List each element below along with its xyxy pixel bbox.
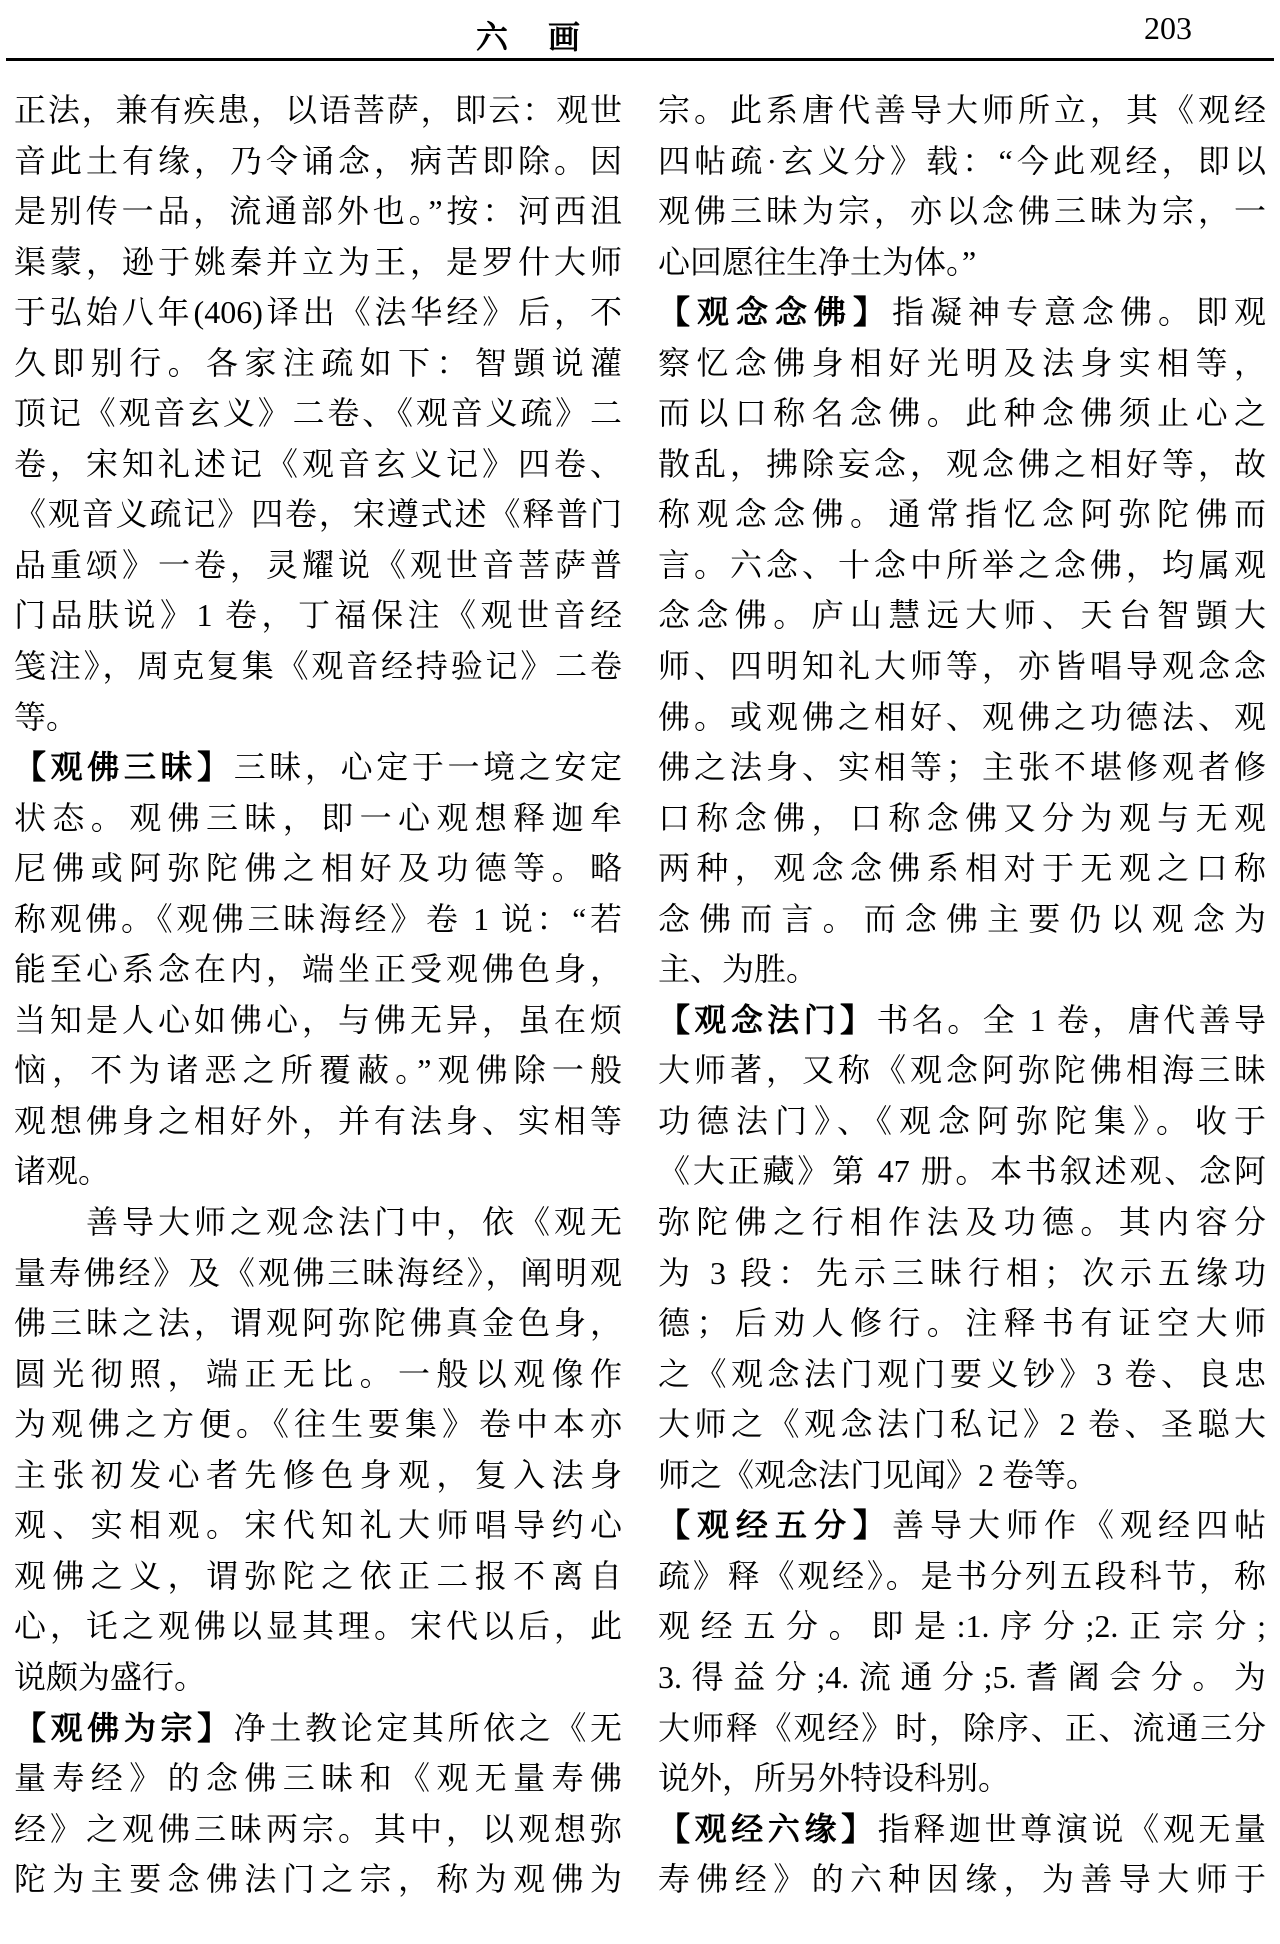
text-line: 《观音义疏记》四卷，宋遵式述《释普门 — [14, 496, 622, 533]
text-line: 于弘始八年(406)译出《法华经》后，不 — [14, 294, 622, 331]
entry-headword: 【观佛三昧】 — [14, 749, 234, 786]
text-line: 察忆念佛身相好光明及法身实相等， — [658, 344, 1266, 381]
text-line: 圆光彻照，端正无比。一般以观像作 — [14, 1355, 622, 1392]
text-line: 口称念佛，口称念佛又分为观与无观 — [658, 799, 1266, 836]
text-line: 观经五分。即是:1.序分;2.正宗分; — [658, 1608, 1266, 1645]
text-line: 心，讬之观佛以显其理。宋代以后，此 — [14, 1608, 622, 1645]
entry-paragraph — [658, 1804, 1266, 1905]
text-line: 观佛三昧为宗，亦以念佛三昧为宗，一 — [658, 193, 1266, 230]
section-title: 六 画 — [475, 19, 584, 55]
text-line: 门品肤说》1 卷，丁福保注《观世音经 — [14, 597, 622, 634]
text-line: 【观经六缘】指释迦世尊演说《观无量 — [658, 1810, 1266, 1847]
text-line: 陀为主要念佛法门之宗，称为观佛为 — [14, 1861, 622, 1898]
text-line: 能至心系念在内，端坐正受观佛色身， — [14, 951, 622, 988]
entry-paragraph — [658, 995, 1266, 1500]
text-line: 笺注》，周克复集《观音经持验记》二卷 — [14, 648, 622, 685]
text-line: 【观念法门】书名。全 1 卷，唐代善导 — [658, 1001, 1266, 1038]
page-header — [0, 0, 1280, 58]
continuation-paragraph — [14, 85, 622, 742]
text-line: 两种，观念念佛系相对于无观之口称 — [658, 850, 1266, 887]
text-line: 佛三昧之法，谓观阿弥陀佛真金色身， — [14, 1305, 622, 1342]
text-line: 而以口称名念佛。此种念佛须止心之 — [658, 395, 1266, 432]
text-line: 念佛而言。而念佛主要仍以观念为 — [658, 900, 1266, 937]
text-line: 之《观念法门观门要义钞》3 卷、良忠 — [658, 1355, 1266, 1392]
text-line: 说颇为盛行。 — [14, 1658, 207, 1695]
text-line: 大师著，又称《观念阿弥陀佛相海三昧 — [658, 1052, 1266, 1089]
text-line: 师、四明知礼大师等，亦皆唱导观念念 — [658, 648, 1266, 685]
text-line: 【观佛三昧】三昧，心定于一境之安定 — [14, 749, 622, 786]
text-line: 功德法门》、《观念阿弥陀集》。收于 — [658, 1102, 1266, 1139]
text-line: 佛。或观佛之相好、观佛之功德法、观 — [658, 698, 1266, 735]
text-line: 量寿佛经》及《观佛三昧海经》，阐明观 — [14, 1254, 622, 1291]
text-line: 久即别行。各家注疏如下：智顗说灌 — [14, 344, 622, 381]
page-columns — [0, 61, 1280, 1905]
text-line: 四帖疏·玄义分》载：“今此观经，即以 — [658, 142, 1266, 179]
text-line: 恼，不为诸恶之所覆蔽。”观佛除一般 — [14, 1052, 622, 1089]
text-line: 【观经五分】善导大师作《观经四帖 — [658, 1507, 1266, 1544]
text-line: 散乱，拂除妄念，观念佛之相好等，故 — [658, 445, 1266, 482]
entry-headword: 【观佛为宗】 — [14, 1709, 234, 1746]
text-line: 疏》释《观经》。是书分列五段科节，称 — [658, 1557, 1266, 1594]
text-line: 《大正藏》第 47 册。本书叙述观、念阿 — [658, 1153, 1266, 1190]
text-line: 音此土有缘，乃令诵念，病苦即除。因 — [14, 142, 622, 179]
text-line: 大师之《观念法门私记》2 卷、圣聪大 — [658, 1406, 1266, 1443]
text-line: 状态。观佛三昧，即一心观想释迦牟 — [14, 799, 622, 836]
text-line: 说外，所另外特设科别。 — [658, 1760, 1011, 1797]
entry-paragraph — [658, 1500, 1266, 1803]
text-line: 观想佛身之相好外，并有法身、实相等 — [14, 1102, 622, 1139]
text-line: 诸观。 — [14, 1153, 111, 1190]
text-line: 为观佛之方便。《往生要集》卷中本亦 — [14, 1406, 622, 1443]
continuation-paragraph — [14, 1197, 622, 1702]
column-right — [658, 85, 1266, 1905]
text-line: 德；后劝人修行。注释书有证空大师 — [658, 1305, 1266, 1342]
text-line: 寿佛经》的六种因缘，为善导大师于 — [658, 1861, 1266, 1898]
text-line: 称观念念佛。通常指忆念阿弥陀佛而 — [658, 496, 1266, 533]
text-line: 宗。此系唐代善导大师所立，其《观经 — [658, 92, 1266, 128]
text-line: 卷，宋知礼述记《观音玄义记》四卷、 — [14, 445, 622, 482]
text-line: 尼佛或阿弥陀佛之相好及功德等。略 — [14, 850, 622, 887]
text-line: 品重颂》一卷，灵耀说《观世音菩萨普 — [14, 546, 622, 583]
text-line: 【观佛为宗】净土教论定其所依之《无 — [14, 1709, 622, 1746]
entry-paragraph — [14, 742, 622, 1197]
text-line: 弥陀佛之行相作法及功德。其内容分 — [658, 1204, 1266, 1241]
text-line: 观、实相观。宋代知礼大师唱导约心 — [14, 1507, 622, 1544]
text-line: 主张初发心者先修色身观，复入法身 — [14, 1456, 622, 1493]
text-line: 等。 — [14, 698, 79, 735]
entry-paragraph — [14, 1703, 622, 1905]
text-line: 言。六念、十念中所举之念佛，均属观 — [658, 546, 1266, 583]
text-line: 主、为胜。 — [658, 951, 819, 988]
text-line: 念念佛。庐山慧远大师、天台智顗大 — [658, 597, 1266, 634]
text-line: 观佛之义，谓弥陀之依正二报不离自 — [14, 1557, 622, 1594]
page-number: 203 — [1144, 10, 1192, 46]
text-line: 量寿经》的念佛三昧和《观无量寿佛 — [14, 1760, 622, 1797]
text-line: 【观念念佛】指凝神专意念佛。即观 — [658, 294, 1266, 331]
text-line: 顶记《观音玄义》二卷、《观音义疏》二 — [14, 395, 622, 432]
entry-headword: 【观经五分】 — [658, 1507, 892, 1544]
text-line: 3.得益分;4.流通分;5.耆阇会分。为 — [658, 1658, 1266, 1695]
text-line: 渠蒙，逊于姚秦并立为王，是罗什大师 — [14, 243, 622, 280]
text-line: 佛之法身、实相等；主张不堪修观者修 — [658, 749, 1266, 786]
entry-headword: 【观念念佛】 — [658, 294, 892, 331]
text-line: 正法，兼有疾患，以语菩萨，即云：观世 — [14, 92, 622, 128]
column-left — [14, 85, 622, 1905]
text-line: 善导大师之观念法门中，依《观无 — [14, 1204, 622, 1241]
text-line: 心回愿往生净土为体。” — [658, 243, 977, 280]
continuation-paragraph — [658, 85, 1266, 287]
entry-headword: 【观念法门】 — [658, 1001, 877, 1038]
entry-paragraph — [658, 287, 1266, 995]
entry-headword: 【观经六缘】 — [658, 1810, 878, 1847]
text-line: 称观佛。《观佛三昧海经》卷 1 说：“若 — [14, 900, 622, 937]
text-line: 为 3 段：先示三昧行相；次示五缘功 — [658, 1254, 1266, 1291]
text-line: 大师释《观经》时，除序、正、流通三分 — [658, 1709, 1266, 1746]
text-line: 是别传一品，流通部外也。”按：河西沮 — [14, 193, 622, 230]
text-line: 经》之观佛三昧两宗。其中，以观想弥 — [14, 1810, 622, 1847]
text-line: 当知是人心如佛心，与佛无异，虽在烦 — [14, 1001, 622, 1038]
text-line: 师之《观念法门见闻》2 卷等。 — [658, 1456, 1099, 1493]
